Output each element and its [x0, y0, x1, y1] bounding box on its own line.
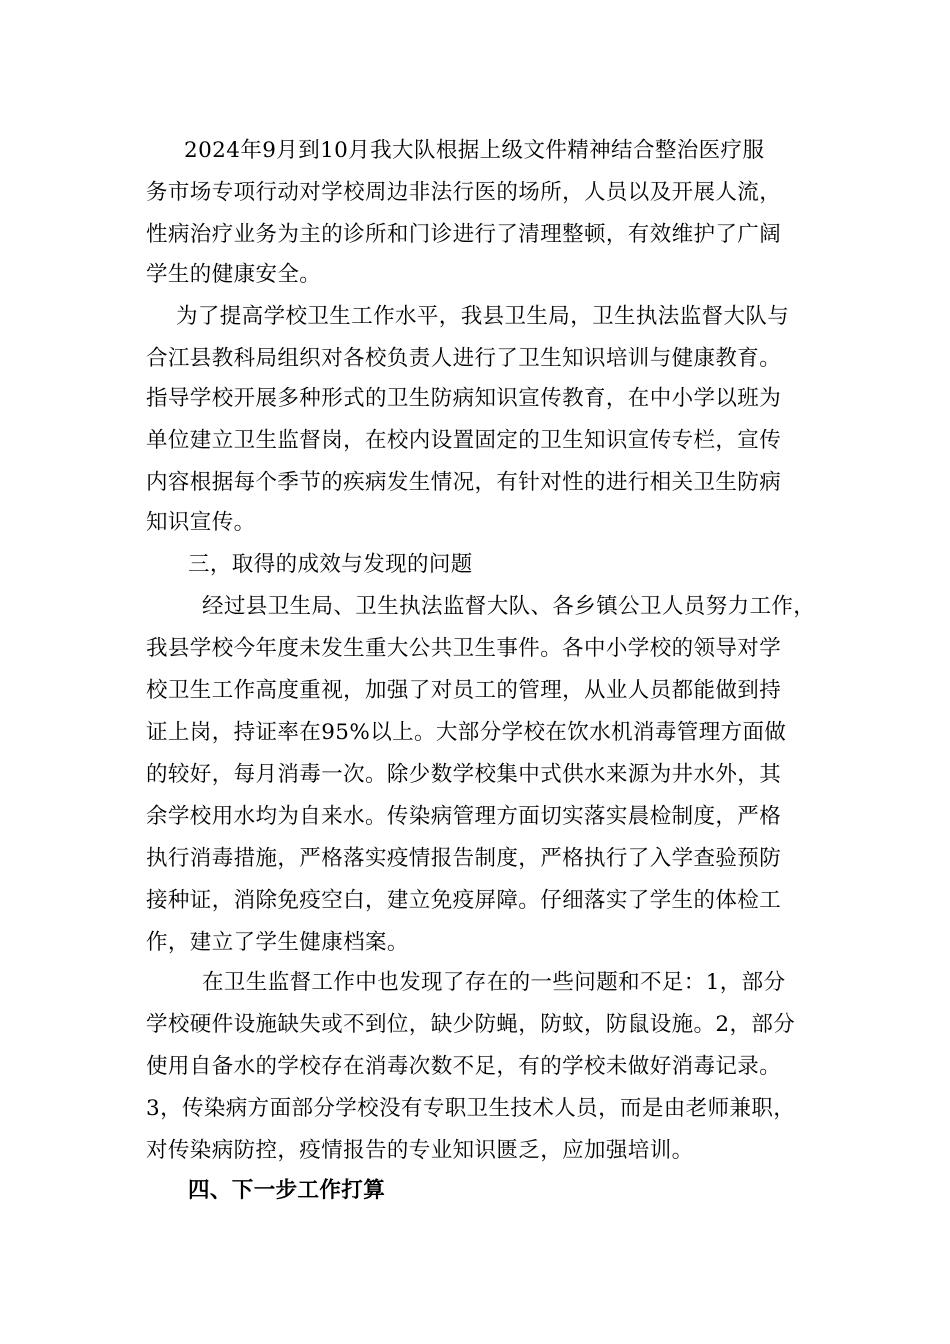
paragraph-2-line-2: 合江县教科局组织对各校负责人进行了卫生知识培训与健康教育。 [146, 346, 782, 371]
paragraph-4-line-1: 在卫生监督工作中也发现了存在的一些问题和不足：1，部分 [202, 970, 786, 995]
paragraph-3-line-5: 的较好，每月消毒一次。除少数学校集中式供水来源为井水外，其 [146, 762, 782, 787]
paragraph-3-line-6: 余学校用水均为自来水。传染病管理方面切实落实晨检制度，严格 [146, 804, 782, 829]
paragraph-4-line-2: 学校硬件设施缺失或不到位，缺少防蝇，防蚊，防鼠设施。2，部分 [146, 1012, 796, 1037]
paragraph-1-line-3: 性病治疗业务为主的诊所和门诊进行了清理整顿，有效维护了广阔 [146, 222, 782, 247]
paragraph-1-line-4: 学生的健康安全。 [146, 262, 322, 287]
paragraph-4-line-4: 3，传染病方面部分学校没有专职卫生技术人员，而是由老师兼职， [146, 1096, 796, 1121]
paragraph-4-line-5: 对传染病防控，疫情报告的专业知识匮乏，应加强培训。 [146, 1138, 694, 1163]
paragraph-2-line-5: 内容根据每个季节的疾病发生情况，有针对性的进行相关卫生防病 [146, 470, 782, 495]
paragraph-3-line-4: 证上岗，持证率在95%以上。大部分学校在饮水机消毒管理方面做 [146, 720, 787, 745]
section-3-heading: 三，取得的成效与发现的问题 [188, 552, 473, 577]
paragraph-2-line-1: 为了提高学校卫生工作水平，我县卫生局，卫生执法监督大队与 [176, 304, 790, 329]
paragraph-2-line-6: 知识宣传。 [146, 510, 256, 535]
paragraph-3-line-2: 我县学校今年度未发生重大公共卫生事件。各中小学校的领导对学 [146, 636, 782, 661]
paragraph-1-line-2: 务市场专项行动对学校周边非法行医的场所，人员以及开展人流， [146, 180, 782, 205]
paragraph-3-line-8: 接种证，消除免疫空白，建立免疫屏障。仔细落实了学生的体检工 [146, 888, 782, 913]
paragraph-3-line-7: 执行消毒措施，严格落实疫情报告制度，严格执行了入学查验预防 [146, 846, 782, 871]
paragraph-1-line-1: 2024年9月到10月我大队根据上级文件精神结合整治医疗服 [184, 138, 765, 163]
section-4-heading: 四、下一步工作打算 [188, 1178, 386, 1203]
paragraph-3-line-9: 作，建立了学生健康档案。 [146, 930, 409, 955]
paragraph-3-line-1: 经过县卫生局、卫生执法监督大队、各乡镇公卫人员努力工作， [202, 594, 816, 619]
paragraph-4-line-3: 使用自备水的学校存在消毒次数不足，有的学校未做好消毒记录。 [146, 1054, 782, 1079]
paragraph-2-line-3: 指导学校开展多种形式的卫生防病知识宣传教育，在中小学以班为 [146, 386, 782, 411]
paragraph-2-line-4: 单位建立卫生监督岗，在校内设置固定的卫生知识宣传专栏，宣传 [146, 428, 782, 453]
paragraph-3-line-3: 校卫生工作高度重视，加强了对员工的管理，从业人员都能做到持 [146, 678, 782, 703]
